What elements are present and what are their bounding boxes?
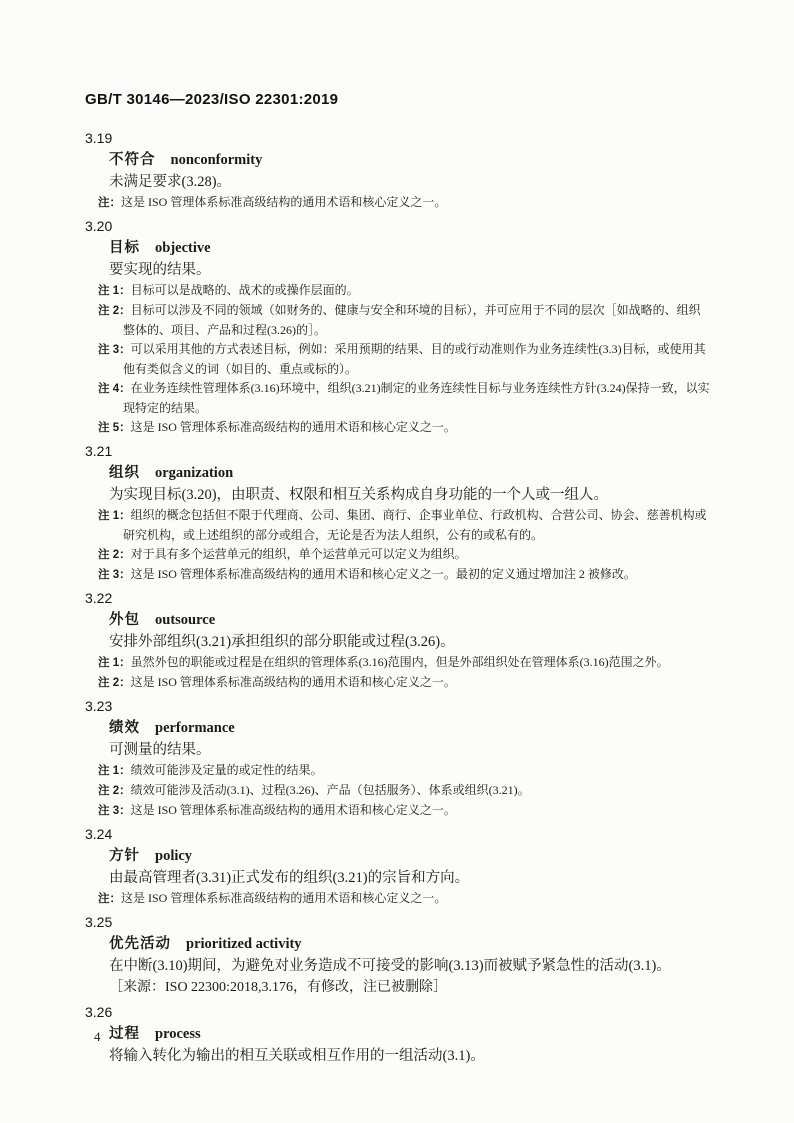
term-en: performance bbox=[155, 720, 235, 736]
note-text: 可以采用其他的方式表述目标，例如：采用预期的结果、目的或行动准则作为业务连续性(3.3)目标，或使用其他有类似含义的词（如目的、重点或标的）。 bbox=[123, 342, 706, 376]
note bbox=[98, 281, 712, 301]
term-en: policy bbox=[155, 848, 193, 864]
term-definition: 为实现目标(3.20)，由职责、权限和相互关系构成自身功能的一个人或一组人。 bbox=[109, 487, 609, 503]
note-label: 注 4： bbox=[98, 383, 131, 395]
section-number: 3.24 bbox=[85, 826, 113, 842]
term-definition: 安排外部组织(3.21)承担组织的部分职能或过程(3.26)。 bbox=[109, 634, 455, 650]
source-line: ［来源：ISO 22300:2018,3.176，有修改，注已被删除］ bbox=[109, 980, 447, 995]
note bbox=[98, 565, 712, 585]
term-zh: 组织 bbox=[109, 465, 140, 481]
term-line bbox=[85, 1023, 712, 1045]
term-section-3-19 bbox=[85, 127, 712, 213]
term-definition: 未满足要求(3.28)。 bbox=[109, 174, 232, 190]
note-label: 注 3： bbox=[98, 569, 131, 581]
term-en: process bbox=[155, 1026, 201, 1042]
term-line bbox=[85, 149, 712, 171]
term-en: nonconformity bbox=[170, 152, 263, 168]
page-number: 4 bbox=[94, 1029, 101, 1044]
term-en: prioritized activity bbox=[186, 936, 302, 952]
term-zh: 优先活动 bbox=[109, 936, 171, 952]
term-en: outsource bbox=[155, 612, 216, 628]
term-zh: 方针 bbox=[109, 848, 140, 864]
note bbox=[98, 379, 712, 418]
note-label: 注 1： bbox=[98, 285, 131, 297]
note bbox=[98, 801, 712, 821]
section-number: 3.25 bbox=[85, 914, 113, 930]
term-section-3-23 bbox=[85, 695, 712, 821]
note-text: 目标可以是战略的、战术的或操作层面的。 bbox=[130, 283, 359, 297]
section-number: 3.26 bbox=[85, 1004, 113, 1020]
term-zh: 过程 bbox=[109, 1026, 140, 1042]
term-line bbox=[85, 462, 712, 484]
note-label: 注： bbox=[98, 197, 121, 209]
note bbox=[98, 889, 712, 909]
note-label: 注 3： bbox=[98, 805, 131, 817]
section-number: 3.19 bbox=[85, 130, 113, 146]
note-label: 注 1： bbox=[98, 510, 131, 522]
note bbox=[98, 673, 712, 693]
term-line bbox=[85, 237, 712, 259]
term-definition: 可测量的结果。 bbox=[109, 742, 211, 758]
term-section-3-24 bbox=[85, 823, 712, 909]
term-line bbox=[85, 845, 712, 867]
note-label: 注 2： bbox=[98, 305, 131, 317]
section-number: 3.23 bbox=[85, 698, 113, 714]
note-label: 注 2： bbox=[98, 785, 131, 797]
term-zh: 外包 bbox=[109, 612, 140, 628]
note-text: 虽然外包的职能或过程是在组织的管理体系(3.16)范围内，但是外部组织处在管理体系(3.16)范围之外。 bbox=[130, 655, 669, 669]
term-section-3-22 bbox=[85, 587, 712, 693]
term-zh: 绩效 bbox=[109, 720, 140, 736]
section-number: 3.21 bbox=[85, 443, 113, 459]
term-section-3-26 bbox=[85, 1001, 712, 1067]
term-en: objective bbox=[155, 240, 211, 256]
term-section-3-20 bbox=[85, 215, 712, 438]
note-text: 这是 ISO 管理体系标准高级结构的通用术语和核心定义之一。 bbox=[121, 195, 447, 209]
note bbox=[98, 506, 712, 545]
note-label: 注 5： bbox=[98, 422, 131, 434]
term-en: organization bbox=[155, 465, 234, 481]
term-section-3-21 bbox=[85, 440, 712, 585]
note-text: 这是 ISO 管理体系标准高级结构的通用术语和核心定义之一。 bbox=[130, 675, 456, 689]
term-definition: 将输入转化为输出的相互关联或相互作用的一组活动(3.1)。 bbox=[109, 1048, 485, 1064]
term-zh: 不符合 bbox=[109, 152, 156, 168]
note-text: 这是 ISO 管理体系标准高级结构的通用术语和核心定义之一。 bbox=[130, 803, 456, 817]
note-text: 这是 ISO 管理体系标准高级结构的通用术语和核心定义之一。 bbox=[130, 420, 456, 434]
note-text: 在业务连续性管理体系(3.16)环境中，组织(3.21)制定的业务连续性目标与业务连续性方针(3.24)保持一致，以实现特定的结果。 bbox=[123, 381, 710, 415]
section-number: 3.22 bbox=[85, 590, 113, 606]
term-definition: 由最高管理者(3.31)正式发布的组织(3.21)的宗旨和方向。 bbox=[109, 870, 470, 886]
note bbox=[98, 301, 712, 340]
term-line bbox=[85, 933, 712, 955]
note-label: 注 3： bbox=[98, 344, 131, 356]
note bbox=[98, 193, 712, 213]
term-line bbox=[85, 717, 712, 739]
note-label: 注 2： bbox=[98, 549, 131, 561]
note-text: 对于具有多个运营单元的组织，单个运营单元可以定义为组织。 bbox=[130, 547, 467, 561]
note bbox=[98, 761, 712, 781]
term-section-3-25 bbox=[85, 911, 712, 999]
note bbox=[98, 781, 712, 801]
note-text: 绩效可能涉及活动(3.1)、过程(3.26)、产品（包括服务）、体系或组织(3.21)。 bbox=[130, 783, 530, 797]
note-text: 目标可以涉及不同的领域（如财务的、健康与安全和环境的目标），并可应用于不同的层次［如战略的、组织整体的、项目、产品和过程(3.26)的］。 bbox=[123, 303, 701, 337]
note-label: 注 2： bbox=[98, 677, 131, 689]
note-label: 注 1： bbox=[98, 657, 131, 669]
document-header: GB/T 30146—2023/ISO 22301:2019 bbox=[85, 91, 339, 108]
term-definition: 在中断(3.10)期间，为避免对业务造成不可接受的影响(3.13)而被赋予紧急性的活动(3.1)。 bbox=[109, 958, 671, 974]
note-label: 注 1： bbox=[98, 765, 131, 777]
term-definition: 要实现的结果。 bbox=[109, 262, 211, 278]
note bbox=[98, 653, 712, 673]
note-label: 注： bbox=[98, 893, 121, 905]
term-line bbox=[85, 609, 712, 631]
note-text: 这是 ISO 管理体系标准高级结构的通用术语和核心定义之一。最初的定义通过增加注 2 被修改。 bbox=[130, 567, 636, 581]
note-text: 绩效可能涉及定量的或定性的结果。 bbox=[130, 763, 323, 777]
section-number: 3.20 bbox=[85, 218, 113, 234]
term-zh: 目标 bbox=[109, 240, 140, 256]
note-text: 组织的概念包括但不限于代理商、公司、集团、商行、企事业单位、行政机构、合营公司、协会、慈善机构或研究机构，或上述组织的部分或组合，无论是否为法人组织，公有的或私有的。 bbox=[123, 508, 707, 542]
note bbox=[98, 418, 712, 438]
note-text: 这是 ISO 管理体系标准高级结构的通用术语和核心定义之一。 bbox=[121, 891, 447, 905]
note bbox=[98, 340, 712, 379]
note bbox=[98, 545, 712, 565]
